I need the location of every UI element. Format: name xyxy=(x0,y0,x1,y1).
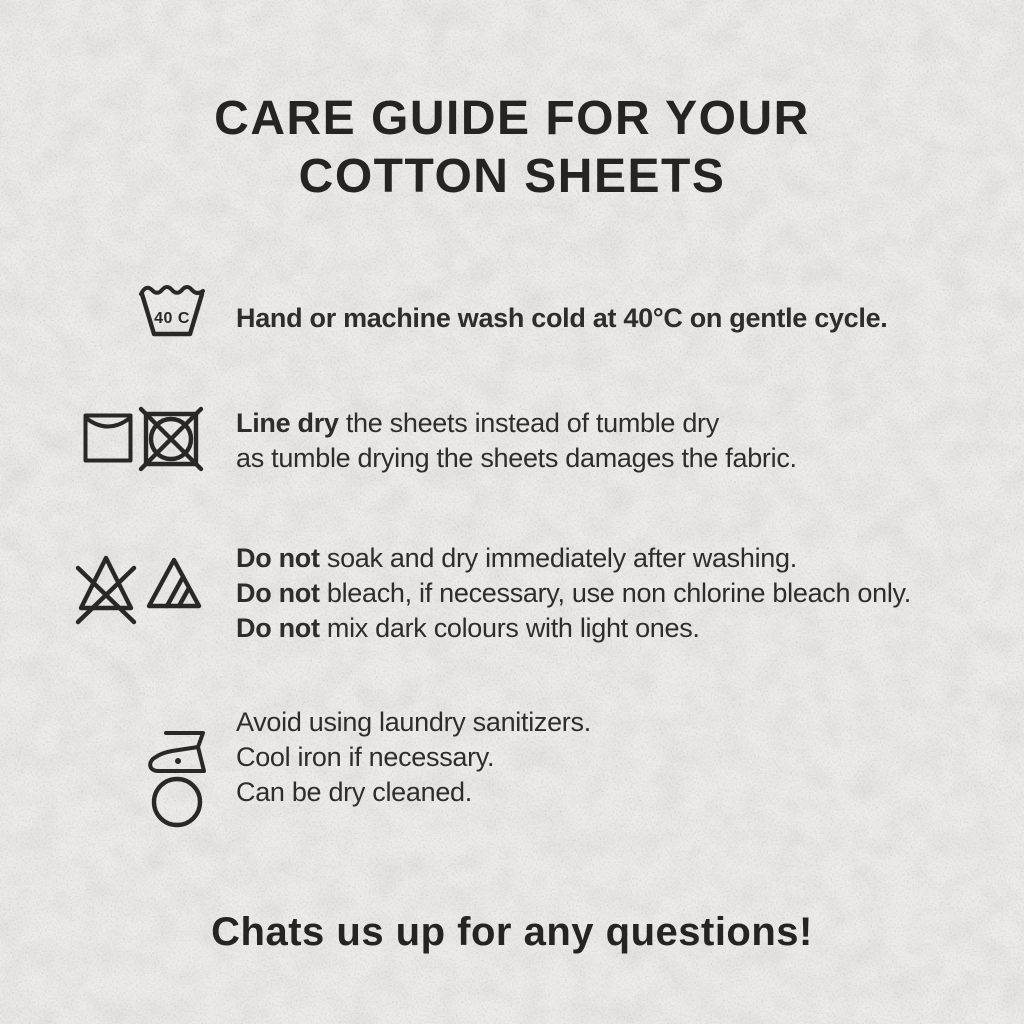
instruction-line: Avoid using laundry sanitizers. xyxy=(236,707,591,737)
instruction-line: Line dry the sheets instead of tumble dry xyxy=(236,408,719,438)
washing-instructions xyxy=(236,301,887,336)
finishing-instructions xyxy=(236,705,591,810)
do-not-bleach-icon xyxy=(75,554,137,626)
instruction-line: Do not bleach, if necessary, use non chlorine bleach only. xyxy=(236,578,911,608)
wash-temperature-label: 40 C xyxy=(154,310,190,327)
do-not-instructions xyxy=(236,541,911,646)
page-title xyxy=(0,90,1024,206)
instruction-line: Do not mix dark colours with light ones. xyxy=(236,613,700,643)
wash-40c-icon xyxy=(139,281,205,338)
page-title-line1: CARE GUIDE FOR YOUR xyxy=(214,92,810,145)
dry-clean-icon xyxy=(150,775,204,829)
do-not-tumble-dry-icon xyxy=(138,406,204,472)
footer-message: Chats us up for any questions! xyxy=(211,910,813,954)
instruction-line: Do not soak and dry immediately after washing. xyxy=(236,543,797,573)
instruction-line: Hand or machine wash cold at 40°C on gentle cycle. xyxy=(236,303,888,333)
instruction-line: as tumble drying the sheets damages the fabric. xyxy=(236,443,797,473)
instruction-line: Can be dry cleaned. xyxy=(236,777,472,807)
non-chlorine-bleach-icon xyxy=(145,556,203,610)
instruction-line: Cool iron if necessary. xyxy=(236,742,495,772)
line-dry-icon xyxy=(83,413,133,463)
drying-instructions xyxy=(236,406,797,476)
cool-iron-icon xyxy=(145,728,207,776)
page-title-line2: COTTON SHEETS xyxy=(298,150,726,203)
